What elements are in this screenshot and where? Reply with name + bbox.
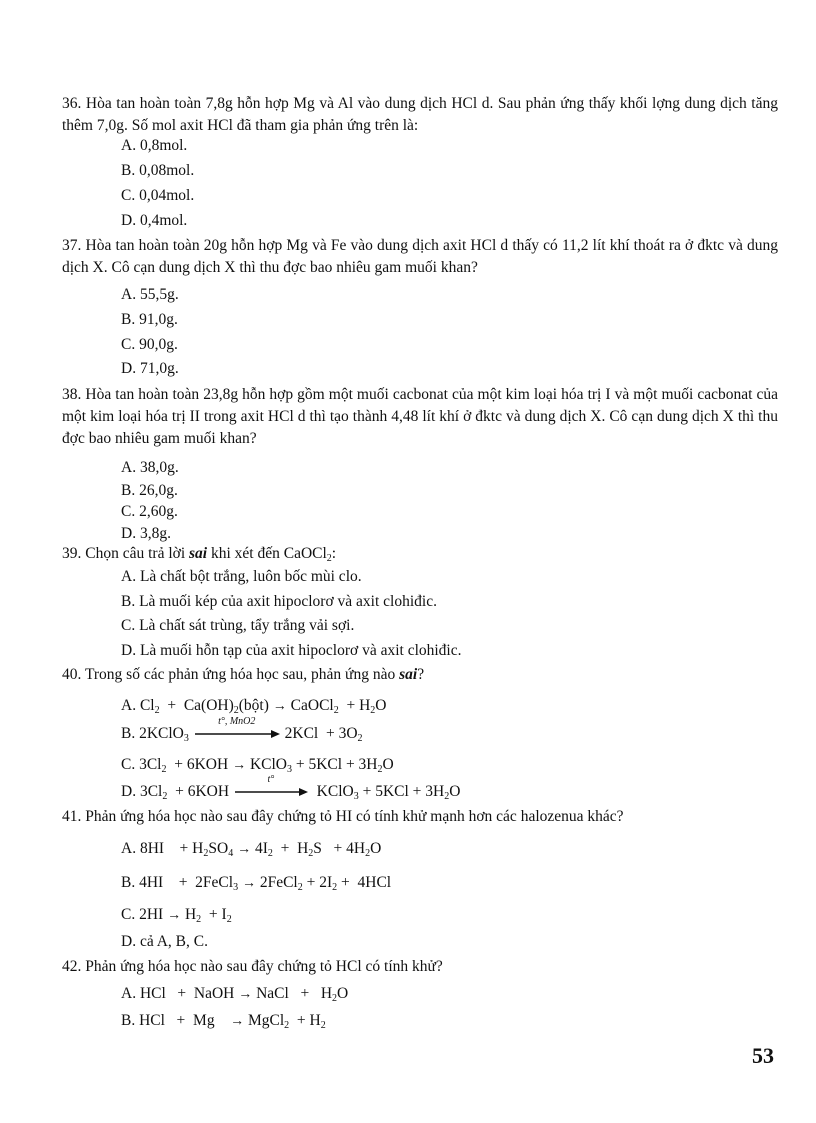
q39-subscript: 2: [326, 553, 332, 564]
page-number: 53: [752, 1043, 774, 1068]
q41-option-b: B. 4HI + 2FeCl$_3$ → 2FeCl$_2$ + $2I_2 + 4HCl$: [121, 874, 392, 893]
q36-option-d: D. 0,4mol.: [121, 212, 188, 229]
q38-option-b: B. 26,0g.: [121, 482, 178, 499]
q36-option-c: C. 0,04mol.: [121, 187, 195, 204]
q40-option-b: B. 2KClO$_3$ t°, MnO2 $2KCl + 3O_2$: [121, 716, 363, 744]
reaction-arrow-d: [233, 774, 309, 797]
reaction-condition-d: t°: [267, 774, 275, 786]
q41-option-c: C. $2HI \to H_2 + I_2$: [121, 906, 232, 925]
question-36: 36. Hòa tan hoàn toàn 7,8g hỗn hợp Mg và Al vào dung dịch HCl d. Sau phản ứng thấy khối lợng dung dịch tăng thêm 7,0g. Số mol axit HCl đã tham gia phản ứng trên là:: [62, 95, 778, 134]
q39-option-c: C. Là chất sát trùng, tẩy trắng vải sợi.: [121, 617, 355, 634]
reaction-arrow-b: [193, 716, 281, 739]
q39-suffix: khi xét đến CaOCl: [207, 545, 327, 562]
q40-option-d: D. $3Cl_2 + 6KOH$ t° KClO$_3$ + $5KCl + 3H_2O$: [121, 774, 461, 802]
reaction-condition-b: t°, MnO2: [218, 716, 256, 728]
q38-option-d: D. 3,8g.: [121, 525, 171, 542]
q42-option-b: B. HCl + Mg → MgCl$_2$ + $H_2$: [121, 1012, 326, 1031]
q41-option-d: D. cả A, B, C.: [121, 933, 208, 950]
q40-end: ?: [417, 666, 425, 683]
question-38: 38. Hòa tan hoàn toàn 23,8g hỗn hợp gồm một muối cacbonat của một kim loại hóa trị I và một muối cacbonat của một kim loại hóa trị II trong axit HCl d thì tạo thành 4,48 lít khí ở đktc và dung dịch X. Cô cạn dung dịch X thì thu đợc bao nhiêu gam muối khan?: [62, 386, 778, 447]
q40-option-a: A. $Cl_2$ + $Ca(OH)_2(bột)$ → CaOCl$_2$ + $H_2O$: [121, 697, 387, 716]
q42-option-a: A. HCl + NaOH → NaCl + $H_2O$: [121, 985, 349, 1004]
question-42: 42. Phản ứng hóa học nào sau đây chứng tỏ HCl có tính khử?: [62, 958, 443, 975]
question-39: [62, 543, 778, 565]
q39-end: :: [331, 545, 337, 562]
q40-option-c: C. $3Cl_2 + 6KOH$ → KClO$_3$ + $5KCl + 3H_2O$: [121, 756, 394, 775]
q37-option-b: B. 91,0g.: [121, 311, 178, 328]
q36-option-b: B. 0,08mol.: [121, 162, 195, 179]
q38-option-a: A. 38,0g.: [121, 459, 179, 476]
q37-option-a: A. 55,5g.: [121, 286, 179, 303]
question-41: 41. Phản ứng hóa học nào sau đây chứng tỏ HI có tính khử mạnh hơn các halozenua khác?: [62, 808, 624, 825]
q39-option-b: B. Là muối kép của axit hipoclorơ và axit clohiđic.: [121, 593, 437, 610]
q39-option-a: A. Là chất bột trắng, luôn bốc mùi clo.: [121, 568, 362, 585]
question-37: 37. Hòa tan hoàn toàn 20g hỗn hợp Mg và Fe vào dung dịch axit HCl d thấy có 11,2 lít khí thoát ra ở đktc và dung dịch X. Cô cạn dung dịch X thì thu đợc bao nhiêu gam muối khan?: [62, 237, 778, 276]
q38-option-c: C. 2,60g.: [121, 503, 178, 520]
q39-emphasis: sai: [189, 545, 208, 562]
q36-option-a: A. 0,8mol.: [121, 137, 188, 154]
q39-prefix: 39. Chọn câu trả lời: [62, 545, 190, 562]
question-40: [62, 664, 778, 686]
q41-option-a: A. 8HI + $H_2SO_4 \to 4I_2 + H_2S + 4H_2O$: [121, 840, 382, 859]
q37-option-d: D. 71,0g.: [121, 360, 179, 377]
q40-emphasis: sai: [399, 666, 418, 683]
q37-option-c: C. 90,0g.: [121, 336, 178, 353]
q40-prefix: 40. Trong số các phản ứng hóa học sau, phản ứng nào: [62, 666, 400, 683]
q39-option-d: D. Là muối hỗn tạp của axit hipoclorơ và axit clohiđic.: [121, 642, 462, 659]
